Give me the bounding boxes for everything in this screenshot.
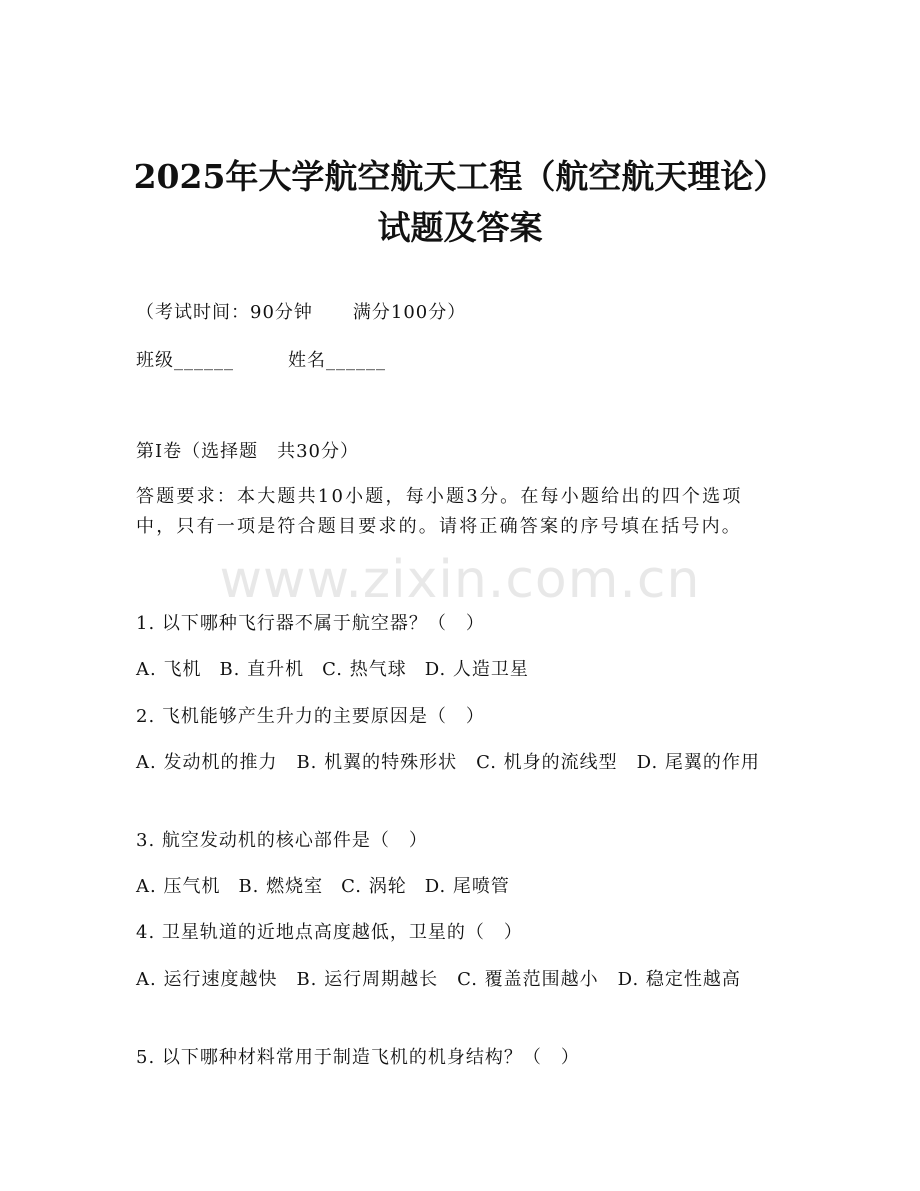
question-1-options [136, 657, 786, 683]
section-heading: 第I卷（选择题 共30分） [136, 441, 360, 462]
question-4-options: A. 运行速度越快 B. 运行周期越长 C. 覆盖范围越小 D. 稳定性越高 [136, 969, 741, 990]
question-2-options: A. 发动机的推力 B. 机翼的特殊形状 C. 机身的流线型 D. 尾翼的作用 [136, 752, 760, 773]
question-5-stem: 5. 以下哪种材料常用于制造飞机的机身结构？（ ） [136, 1047, 580, 1068]
option-b: B. 燃烧室 [238, 876, 324, 897]
section-instructions: 答题要求：本大题共10小题，每小题3分。在每小题给出的四个选项中，只有一项是符合题目要求的。请将正确答案的序号填在括号内。 [136, 486, 743, 537]
option-a: A. 飞机 [136, 659, 202, 680]
question-3-stem: 3. 航空发动机的核心部件是（ ） [136, 830, 428, 851]
page-title: 2025年大学航空航天工程（航空航天理论） [133, 157, 787, 196]
exam-info [136, 300, 786, 326]
page-subtitle: 试题及答案 [377, 208, 543, 247]
name-field: 姓名______ [288, 350, 386, 371]
question-3-options [136, 874, 786, 900]
option-c: C. 热气球 [322, 659, 407, 680]
option-a: A. 压气机 [136, 876, 221, 897]
option-d: D. 尾喷管 [424, 876, 510, 897]
exam-score: 满分100分） [352, 302, 467, 323]
option-b: B. 直升机 [219, 659, 305, 680]
question-1-stem: 1. 以下哪种飞行器不属于航空器？（ ） [136, 613, 485, 634]
watermark: www.zixin.com.cn [219, 550, 701, 610]
question-2-stem: 2. 飞机能够产生升力的主要原因是（ ） [136, 706, 485, 727]
class-field: 班级______ [136, 350, 234, 371]
student-info [136, 348, 786, 374]
question-4-stem: 4. 卫星轨道的近地点高度越低，卫星的（ ） [136, 922, 523, 943]
option-d: D. 人造卫星 [424, 659, 529, 680]
option-c: C. 涡轮 [341, 876, 407, 897]
exam-time: （考试时间：90分钟 [136, 302, 313, 323]
